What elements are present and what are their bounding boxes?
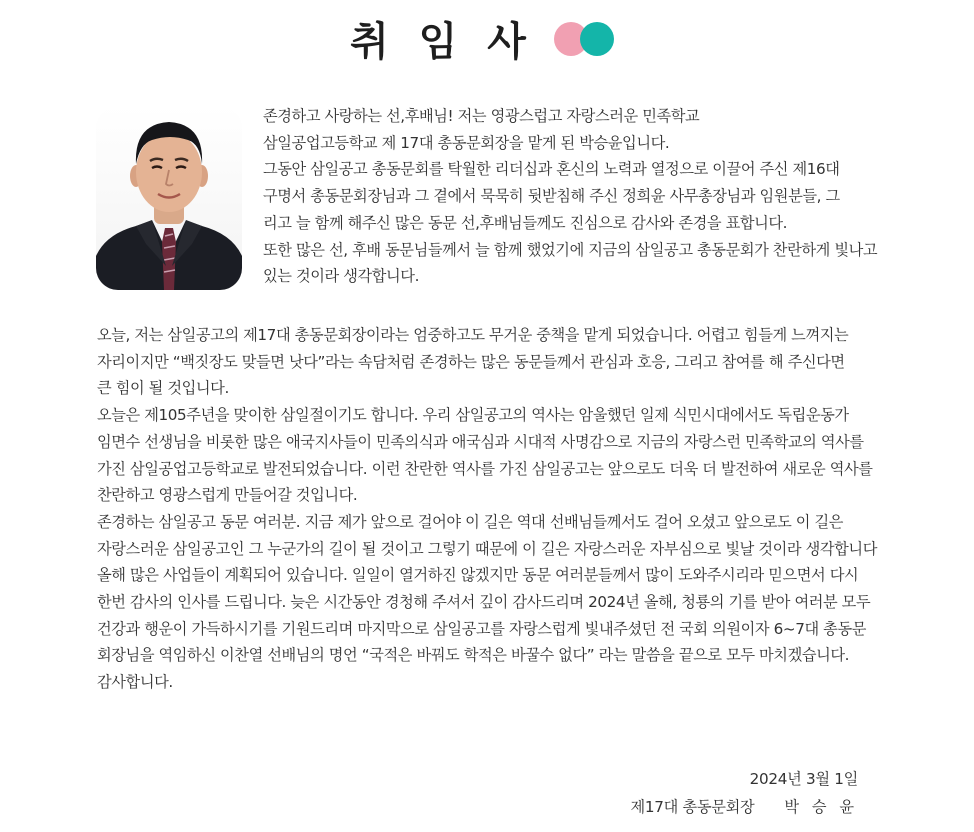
portrait-photo-icon [96, 106, 242, 290]
main-line: 찬란하고 영광스럽게 만들어갈 것입니다. [97, 486, 358, 505]
intro-line: 존경하고 사랑하는 선,후배님! 저는 영광스럽고 자랑스러운 민족학교 [263, 107, 700, 125]
portrait-photo [96, 106, 242, 290]
main-line: 자랑스러운 삼일공고인 그 누군가의 길이 될 것이고 그렇기 때문에 이 길은 자랑스러운 자부심으로 빛날 것이라 생각합니다 [97, 539, 877, 558]
main-line: 회장님을 역임하신 이찬열 선배님의 명언 “국적은 바꿔도 학적은 바꿀수 없다” 라는 말씀을 끝으로 모두 마치겠습니다. [97, 646, 850, 665]
intro-line: 리고 늘 함께 해주신 많은 동문 선,후배님들께도 진심으로 감사와 존경을 표합니다. [263, 213, 788, 232]
main-line: 가진 삼일공업고등학교로 발전되었습니다. 이런 찬란한 역사를 가진 삼일공고는 앞으로도 더욱 더 발전하여 새로운 역사를 [97, 459, 873, 478]
page-title: 취 임 사 [350, 18, 534, 65]
teal-dot-icon [580, 22, 614, 56]
intro-line: 있는 것이라 생각합니다. [263, 267, 419, 286]
main-line: 큰 힘이 될 것입니다. [97, 379, 229, 398]
signature-name: 박 승 윤 [784, 798, 858, 816]
main-line: 올해 많은 사업들이 계획되어 있습니다. 일일이 열거하진 않겠지만 동문 여러분들께서 많이 도와주시리라 믿으면서 다시 [97, 566, 859, 585]
signature-block [630, 796, 858, 817]
main-line: 오늘은 제105주년을 맞이한 삼일절이기도 합니다. 우리 삼일공고의 역사는 암울했던 일제 식민시대에서도 독립운동가 [97, 406, 849, 425]
main-line: 오늘, 저는 삼일공고의 제17대 총동문회장이라는 엄중하고도 무거운 중책을 맡게 되었습니다. 어렵고 힘들게 느껴지는 [97, 326, 849, 344]
title-row [0, 6, 974, 70]
main-line: 자리이지만 “백짓장도 맞들면 낫다”라는 속담처럼 존경하는 많은 동문들께서 관심과 호응, 그리고 참여를 해 주신다면 [97, 352, 845, 371]
intro-line: 또한 많은 선, 후배 동문님들께서 늘 함께 했었기에 지금의 삼일공고 총동문회가 찬란하게 빛나고 [263, 240, 878, 259]
decorative-dots-icon [554, 18, 624, 58]
main-line: 한번 감사의 인사를 드립니다. 늦은 시간동안 경청해 주셔서 깊이 감사드리며 2024년 올해, 청룡의 기를 받아 여러분 모두 [97, 593, 871, 612]
main-line: 건강과 행운이 가득하시기를 기원드리며 마지막으로 삼일공고를 자랑스럽게 빛내주셨던 전 국회 의원이자 6~7대 총동문 [97, 619, 866, 638]
intro-line: 그동안 삼일공고 총동문회를 탁월한 리더십과 혼신의 노력과 열정으로 이끌어 주신 제16대 [263, 160, 840, 179]
intro-line: 구명서 총동문회장님과 그 곁에서 묵묵히 뒷받침해 주신 정희윤 사무총장님과 임원분들, 그 [263, 187, 840, 206]
main-line: 감사합니다. [97, 673, 173, 692]
signature-date: 2024년 3월 1일 [749, 770, 858, 788]
main-line: 임면수 선생님을 비롯한 많은 애국지사들이 민족의식과 애국심과 시대적 사명감으로 지금의 자랑스런 민족학교의 역사를 [97, 432, 864, 451]
intro-line: 삼일공업고등학교 제 17대 총동문회장을 맡게 된 박승윤입니다. [263, 133, 670, 152]
signature-position: 제17대 총동문회장 [630, 798, 755, 816]
main-line: 존경하는 삼일공고 동문 여러분. 지금 제가 앞으로 걸어야 이 길은 역대 선배님들께서도 걸어 오셨고 앞으로도 이 길은 [97, 512, 844, 531]
intro-text [263, 103, 885, 290]
main-text [97, 322, 897, 696]
